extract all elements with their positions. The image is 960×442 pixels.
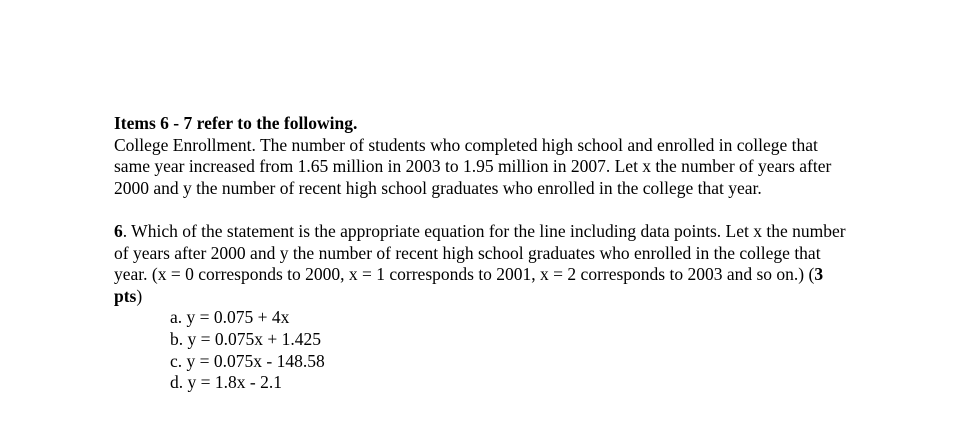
choice-b: b. y = 0.075x + 1.425	[170, 328, 321, 349]
section-heading: Items 6 - 7 refer to the following.	[114, 113, 358, 133]
question-points: 3 pts	[114, 264, 824, 306]
choice-d: d. y = 1.8x - 2.1	[170, 372, 282, 393]
points-open-paren: (	[808, 264, 815, 285]
question-6	[114, 221, 854, 307]
question-text: . Which of the statement is the appropriate equation for the line including data points. Let x the number of years after 2000 and y the number of recent high school graduates who enrolled in the college that year. (x = 0 corresponds to 2000, x = 1 corresponds to 2001, x = 2 corresponds to 2003 and so on.)	[114, 220, 846, 285]
paragraph-spacer	[114, 199, 854, 221]
choice-a: a. y = 0.075 + 4x	[170, 307, 290, 328]
intro-paragraph: College Enrollment. The number of students who completed high school and enrolled in college that same year increased from 1.65 million in 2003 to 1.95 million in 2007. Let x the number of years after 2000 and y the number of recent high school graduates who enrolled in the college that year.	[114, 134, 832, 198]
document-body	[114, 113, 854, 394]
answer-choices	[114, 307, 854, 393]
question-number: 6	[114, 220, 123, 241]
choice-c: c. y = 0.075x - 148.58	[170, 350, 325, 371]
points-close-paren: )	[136, 285, 143, 306]
